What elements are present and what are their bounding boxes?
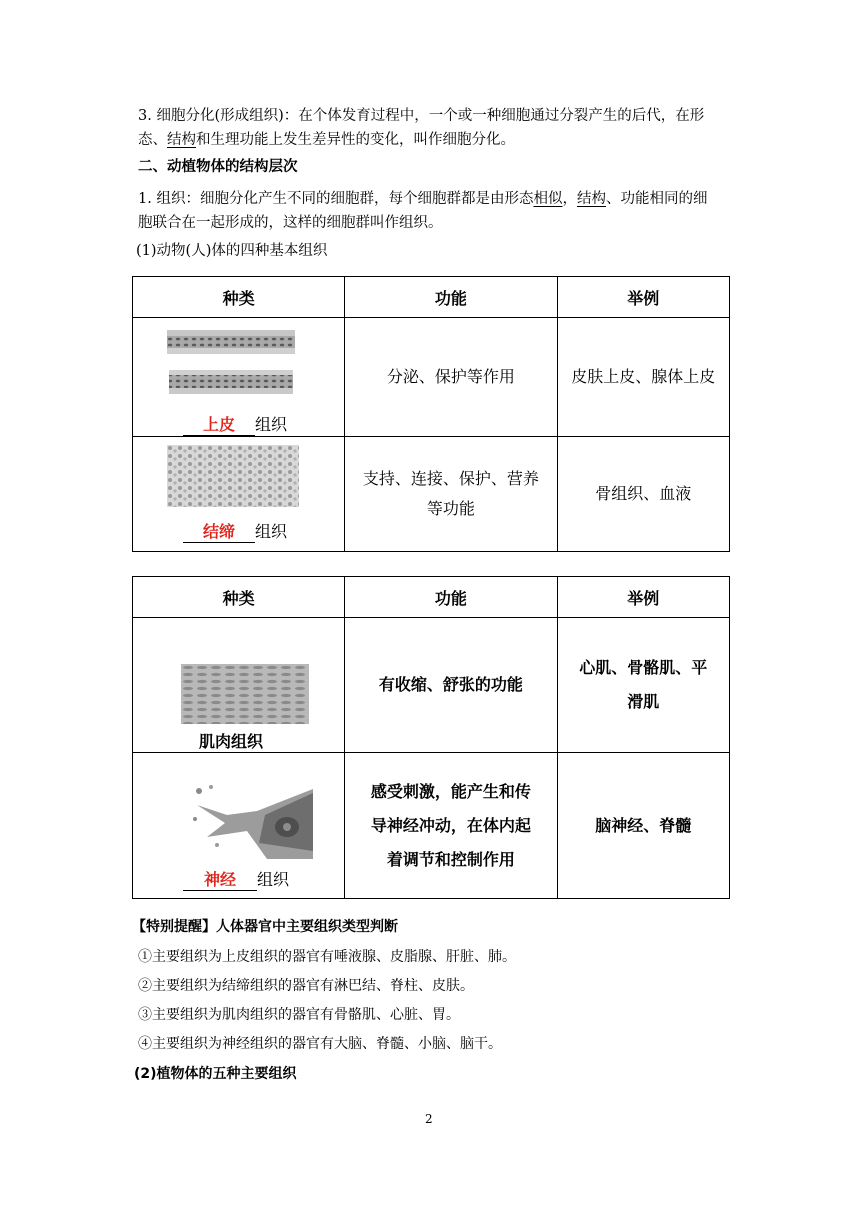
header-function: 功能 [345, 577, 557, 618]
para3-line2 [138, 129, 515, 151]
function-cell [345, 753, 557, 899]
table-row [133, 618, 730, 753]
nerve-image-cell [133, 753, 345, 899]
nerve-tissue-image [187, 781, 313, 859]
function-text: 感受刺激，能产生和传 [370, 781, 531, 801]
example-text: 脑神经、脊髓 [595, 815, 692, 835]
table-row [133, 318, 730, 437]
connective-caption [183, 519, 287, 543]
tissue-def-sep: ， [562, 191, 577, 207]
tissue-def-a: 1. 组织：细胞分化产生不同的细胞群，每个细胞群都是由形态 [138, 191, 534, 207]
header-example: 举例 [557, 577, 729, 618]
reminder-item: ③主要组织为肌肉组织的器官有骨骼肌、心脏、胃。 [138, 1007, 460, 1023]
epithelial-image-cell [133, 318, 345, 437]
header-function: 功能 [345, 277, 557, 318]
epithelial-caption [183, 412, 287, 436]
connective-image-cell [133, 437, 345, 552]
caption-suffix: 组织 [257, 870, 290, 889]
section2-heading: 二、动植物体的结构层次 [138, 159, 298, 175]
function-text: 着调节和控制作用 [386, 849, 515, 869]
connective-tissue-image [167, 445, 299, 507]
plant-heading: (2)植物体的五种主要组织 [134, 1066, 297, 1082]
para3-line2-b: 和生理功能上发生差异性的变化，叫作细胞分化。 [196, 132, 515, 148]
function-text: 有收缩、舒张的功能 [378, 675, 523, 694]
reminder-title: 【特别提醒】人体器官中主要组织类型判断 [132, 919, 398, 935]
example-cell [557, 437, 729, 552]
example-text: 皮肤上皮、腺体上皮 [571, 367, 716, 386]
table-row [133, 753, 730, 899]
example-text: 骨组织、血液 [595, 484, 692, 503]
table-row [133, 437, 730, 552]
example-text: 滑肌 [627, 692, 660, 711]
muscle-image-cell [133, 618, 345, 753]
function-cell [345, 318, 557, 437]
header-type: 种类 [133, 277, 345, 318]
tissue-def-line1 [138, 188, 707, 210]
function-text: 支持、连接、保护、营养 [362, 469, 539, 488]
answer-blank: 神经 [183, 867, 257, 891]
animal-heading: (1)动物(人)体的四种基本组织 [136, 243, 328, 259]
caption-suffix: 组织 [255, 415, 288, 434]
tissue-table-2 [132, 576, 730, 899]
header-example: 举例 [557, 277, 729, 318]
example-cell [557, 618, 729, 753]
tissue-def-b: 、功能相同的细 [605, 191, 708, 207]
muscle-tissue-image [181, 664, 309, 724]
para3-line1: 3. 细胞分化(形成组织)：在个体发育过程中，一个或一种细胞通过分裂产生的后代，在形 [138, 108, 705, 124]
caption-suffix: 组织 [255, 522, 288, 541]
function-text: 等功能 [426, 499, 475, 518]
function-cell [345, 618, 557, 753]
function-cell [345, 437, 557, 552]
header-type: 种类 [133, 577, 345, 618]
page-number: 2 [425, 1112, 433, 1126]
para3-line2-underlined: 结构 [167, 132, 196, 148]
muscle-caption: 肌肉组织 [199, 732, 264, 751]
example-text: 心肌、骨骼肌、平 [579, 658, 708, 677]
function-text: 导神经冲动，在体内起 [370, 815, 531, 835]
epithelial-tissue-image [167, 324, 297, 402]
tissue-def-u1: 相似 [533, 191, 563, 207]
reminder-item: ②主要组织为结缔组织的器官有淋巴结、脊柱、皮肤。 [138, 978, 474, 994]
answer-blank: 结缔 [183, 519, 255, 543]
nerve-caption [183, 867, 289, 891]
reminder-item: ④主要组织为神经组织的器官有大脑、脊髓、小脑、脑干。 [138, 1036, 502, 1052]
example-cell [557, 318, 729, 437]
para3-line2-a: 态、 [138, 132, 167, 148]
answer-blank: 上皮 [183, 412, 255, 436]
example-cell [557, 753, 729, 899]
function-text: 分泌、保护等作用 [386, 367, 515, 386]
tissue-def-line2: 胞联合在一起形成的，这样的细胞群叫作组织。 [138, 215, 443, 231]
reminder-item: ①主要组织为上皮组织的器官有唾液腺、皮脂腺、肝脏、肺。 [138, 949, 516, 965]
tissue-table-1 [132, 276, 730, 552]
tissue-def-u2: 结构 [576, 191, 606, 207]
